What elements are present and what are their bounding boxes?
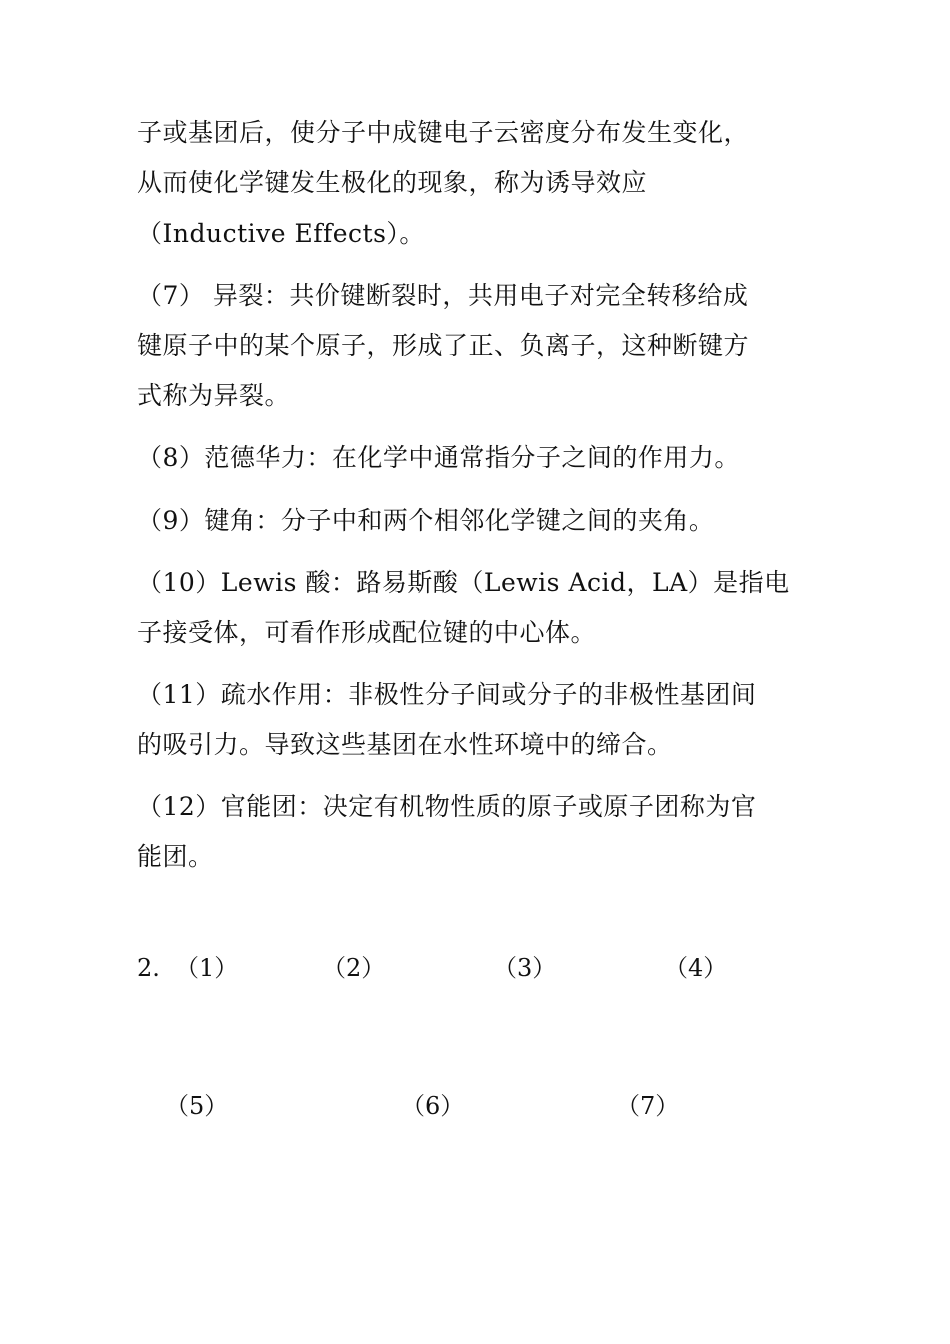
text-line: （8）范德华力：在化学中通常指分子之间的作用力。 <box>137 443 740 472</box>
text-line: （11）疏水作用：非极性分子间或分子的非极性基团间 <box>137 680 757 709</box>
text-line: 式称为异裂。 <box>137 381 291 410</box>
item-label: （7） <box>616 1092 680 1120</box>
text-line: 键原子中的某个原子，形成了正、负离子，这种断键方 <box>137 331 750 360</box>
text-line: （9）键角：分子中和两个相邻化学键之间的夹角。 <box>137 506 715 535</box>
text-line: 能团。 <box>137 842 214 871</box>
text-line: （7） 异裂：共价键断裂时，共用电子对完全转移给成 <box>137 281 749 310</box>
text-line: 子接受体，可看作形成配位键的中心体。 <box>137 618 597 647</box>
item-label: （5） <box>165 1092 229 1120</box>
text-line: 子或基团后，使分子中成键电子云密度分布发生变化， <box>137 118 750 147</box>
item-label: （1） <box>175 954 239 982</box>
text-line: 从而使化学键发生极化的现象，称为诱导效应 <box>137 168 648 197</box>
item-label: （6） <box>401 1092 465 1120</box>
text-line: （10）Lewis 酸：路易斯酸（Lewis Acid，LA）是指电 <box>137 568 790 597</box>
text-line: （12）官能团：决定有机物性质的原子或原子团称为官 <box>137 792 757 821</box>
item-label: （4） <box>664 954 728 982</box>
question-number: 2. <box>137 954 160 982</box>
item-label: （3） <box>493 954 557 982</box>
text-line: 的吸引力。导致这些基团在水性环境中的缔合。 <box>137 730 673 759</box>
text-line: （Inductive Effects）。 <box>137 219 425 248</box>
item-label: （2） <box>322 954 386 982</box>
